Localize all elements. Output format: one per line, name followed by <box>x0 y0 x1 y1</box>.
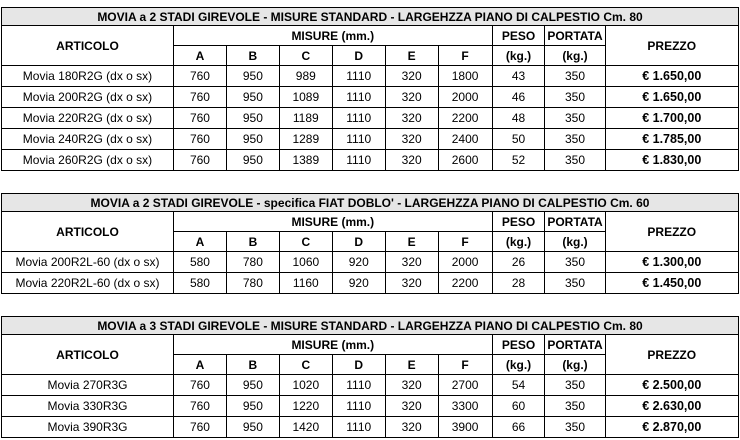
header-col-d: D <box>332 355 385 375</box>
cell-c: 1060 <box>279 252 332 273</box>
header-peso: PESO <box>492 212 545 232</box>
cell-b: 950 <box>226 108 279 129</box>
cell-articolo: Movia 180R2G (dx o sx) <box>2 66 174 87</box>
cell-d: 1110 <box>332 150 385 171</box>
header-portata-unit: (kg.) <box>545 355 605 375</box>
cell-peso: 43 <box>492 66 545 87</box>
cell-f: 1800 <box>438 66 492 87</box>
header-col-f: F <box>438 355 492 375</box>
cell-d: 920 <box>332 252 385 273</box>
cell-d: 920 <box>332 273 385 294</box>
cell-portata: 350 <box>545 66 605 87</box>
price-table-3-stadi-standard <box>1 316 739 438</box>
header-misure: MISURE (mm.) <box>174 26 493 46</box>
cell-a: 760 <box>174 129 227 150</box>
header-col-e: E <box>385 232 438 252</box>
header-prezzo: PREZZO <box>605 212 738 252</box>
cell-d: 1110 <box>332 66 385 87</box>
cell-c: 1160 <box>279 273 332 294</box>
cell-peso: 60 <box>492 396 545 417</box>
cell-e: 320 <box>385 108 438 129</box>
cell-f: 2000 <box>438 252 492 273</box>
header-col-d: D <box>332 46 385 66</box>
cell-a: 580 <box>174 273 227 294</box>
cell-f: 3900 <box>438 417 492 438</box>
header-articolo: ARTICOLO <box>2 335 174 375</box>
cell-d: 1110 <box>332 375 385 396</box>
header-col-d: D <box>332 232 385 252</box>
cell-a: 760 <box>174 87 227 108</box>
price-table-2-stadi-standard <box>1 7 739 171</box>
cell-portata: 350 <box>545 150 605 171</box>
cell-e: 320 <box>385 87 438 108</box>
header-col-f: F <box>438 232 492 252</box>
cell-articolo: Movia 390R3G <box>2 417 174 438</box>
header-portata-unit: (kg.) <box>545 232 605 252</box>
cell-b: 950 <box>226 417 279 438</box>
cell-prezzo: € 1.450,00 <box>605 273 738 294</box>
cell-c: 1389 <box>279 150 332 171</box>
cell-d: 1110 <box>332 87 385 108</box>
cell-d: 1110 <box>332 417 385 438</box>
cell-peso: 26 <box>492 252 545 273</box>
header-peso-unit: (kg.) <box>492 355 545 375</box>
header-peso: PESO <box>492 26 545 46</box>
cell-f: 2400 <box>438 129 492 150</box>
header-portata: PORTATA <box>545 212 605 232</box>
cell-a: 760 <box>174 375 227 396</box>
cell-f: 2200 <box>438 108 492 129</box>
cell-e: 320 <box>385 417 438 438</box>
header-col-b: B <box>226 232 279 252</box>
header-prezzo: PREZZO <box>605 335 738 375</box>
cell-articolo: Movia 240R2G (dx o sx) <box>2 129 174 150</box>
header-articolo: ARTICOLO <box>2 212 174 252</box>
cell-c: 1289 <box>279 129 332 150</box>
header-col-c: C <box>279 232 332 252</box>
cell-articolo: Movia 330R3G <box>2 396 174 417</box>
header-col-e: E <box>385 46 438 66</box>
cell-prezzo: € 1.650,00 <box>605 66 738 87</box>
cell-portata: 350 <box>545 108 605 129</box>
cell-b: 950 <box>226 129 279 150</box>
cell-f: 2000 <box>438 87 492 108</box>
cell-f: 2700 <box>438 375 492 396</box>
header-col-b: B <box>226 355 279 375</box>
cell-portata: 350 <box>545 273 605 294</box>
cell-c: 1089 <box>279 87 332 108</box>
cell-a: 760 <box>174 417 227 438</box>
cell-b: 950 <box>226 396 279 417</box>
cell-b: 780 <box>226 273 279 294</box>
cell-a: 760 <box>174 150 227 171</box>
table-row <box>2 108 739 129</box>
header-col-c: C <box>279 46 332 66</box>
header-col-a: A <box>174 46 227 66</box>
cell-prezzo: € 1.830,00 <box>605 150 738 171</box>
table-row <box>2 396 739 417</box>
cell-f: 2200 <box>438 273 492 294</box>
header-peso-unit: (kg.) <box>492 232 545 252</box>
table-title: MOVIA a 2 STADI GIREVOLE - specifica FIAT DOBLO' - LARGEHZZA PIANO DI CALPESTIO Cm. 60 <box>2 194 739 212</box>
cell-peso: 54 <box>492 375 545 396</box>
cell-f: 2600 <box>438 150 492 171</box>
cell-b: 950 <box>226 150 279 171</box>
cell-c: 1020 <box>279 375 332 396</box>
cell-articolo: Movia 270R3G <box>2 375 174 396</box>
cell-e: 320 <box>385 396 438 417</box>
cell-portata: 350 <box>545 252 605 273</box>
cell-peso: 66 <box>492 417 545 438</box>
cell-a: 760 <box>174 108 227 129</box>
cell-e: 320 <box>385 129 438 150</box>
cell-b: 950 <box>226 87 279 108</box>
header-col-f: F <box>438 46 492 66</box>
cell-e: 320 <box>385 273 438 294</box>
header-misure: MISURE (mm.) <box>174 335 493 355</box>
cell-a: 760 <box>174 396 227 417</box>
header-articolo: ARTICOLO <box>2 26 174 66</box>
cell-f: 3300 <box>438 396 492 417</box>
cell-articolo: Movia 260R2G (dx o sx) <box>2 150 174 171</box>
cell-c: 989 <box>279 66 332 87</box>
cell-a: 760 <box>174 66 227 87</box>
cell-peso: 46 <box>492 87 545 108</box>
cell-portata: 350 <box>545 396 605 417</box>
cell-prezzo: € 2.500,00 <box>605 375 738 396</box>
table-row <box>2 150 739 171</box>
table-row <box>2 129 739 150</box>
cell-articolo: Movia 220R2G (dx o sx) <box>2 108 174 129</box>
cell-prezzo: € 2.630,00 <box>605 396 738 417</box>
table-row <box>2 87 739 108</box>
cell-articolo: Movia 200R2G (dx o sx) <box>2 87 174 108</box>
header-col-a: A <box>174 232 227 252</box>
cell-e: 320 <box>385 66 438 87</box>
cell-e: 320 <box>385 150 438 171</box>
cell-peso: 52 <box>492 150 545 171</box>
cell-articolo: Movia 220R2L-60 (dx o sx) <box>2 273 174 294</box>
header-col-c: C <box>279 355 332 375</box>
cell-c: 1420 <box>279 417 332 438</box>
cell-c: 1220 <box>279 396 332 417</box>
header-prezzo: PREZZO <box>605 26 738 66</box>
cell-peso: 48 <box>492 108 545 129</box>
cell-b: 780 <box>226 252 279 273</box>
header-portata: PORTATA <box>545 335 605 355</box>
header-col-a: A <box>174 355 227 375</box>
table-title: MOVIA a 3 STADI GIREVOLE - MISURE STANDARD - LARGEHZZA PIANO DI CALPESTIO Cm. 80 <box>2 317 739 335</box>
header-col-b: B <box>226 46 279 66</box>
table-row <box>2 375 739 396</box>
cell-b: 950 <box>226 66 279 87</box>
header-portata-unit: (kg.) <box>545 46 605 66</box>
cell-portata: 350 <box>545 375 605 396</box>
cell-peso: 28 <box>492 273 545 294</box>
cell-b: 950 <box>226 375 279 396</box>
header-misure: MISURE (mm.) <box>174 212 493 232</box>
cell-e: 320 <box>385 252 438 273</box>
table-row <box>2 252 739 273</box>
cell-d: 1110 <box>332 108 385 129</box>
cell-d: 1110 <box>332 129 385 150</box>
table-title: MOVIA a 2 STADI GIREVOLE - MISURE STANDARD - LARGEHZZA PIANO DI CALPESTIO Cm. 80 <box>2 8 739 26</box>
price-table-2-stadi-doblo <box>1 193 739 294</box>
header-peso: PESO <box>492 335 545 355</box>
cell-portata: 350 <box>545 129 605 150</box>
header-col-e: E <box>385 355 438 375</box>
table-row <box>2 66 739 87</box>
cell-articolo: Movia 200R2L-60 (dx o sx) <box>2 252 174 273</box>
cell-e: 320 <box>385 375 438 396</box>
cell-d: 1110 <box>332 396 385 417</box>
cell-portata: 350 <box>545 417 605 438</box>
cell-peso: 50 <box>492 129 545 150</box>
cell-prezzo: € 1.700,00 <box>605 108 738 129</box>
cell-prezzo: € 2.870,00 <box>605 417 738 438</box>
table-row <box>2 273 739 294</box>
cell-prezzo: € 1.650,00 <box>605 87 738 108</box>
cell-portata: 350 <box>545 87 605 108</box>
cell-prezzo: € 1.785,00 <box>605 129 738 150</box>
header-peso-unit: (kg.) <box>492 46 545 66</box>
cell-prezzo: € 1.300,00 <box>605 252 738 273</box>
cell-c: 1189 <box>279 108 332 129</box>
cell-a: 580 <box>174 252 227 273</box>
header-portata: PORTATA <box>545 26 605 46</box>
table-row <box>2 417 739 438</box>
